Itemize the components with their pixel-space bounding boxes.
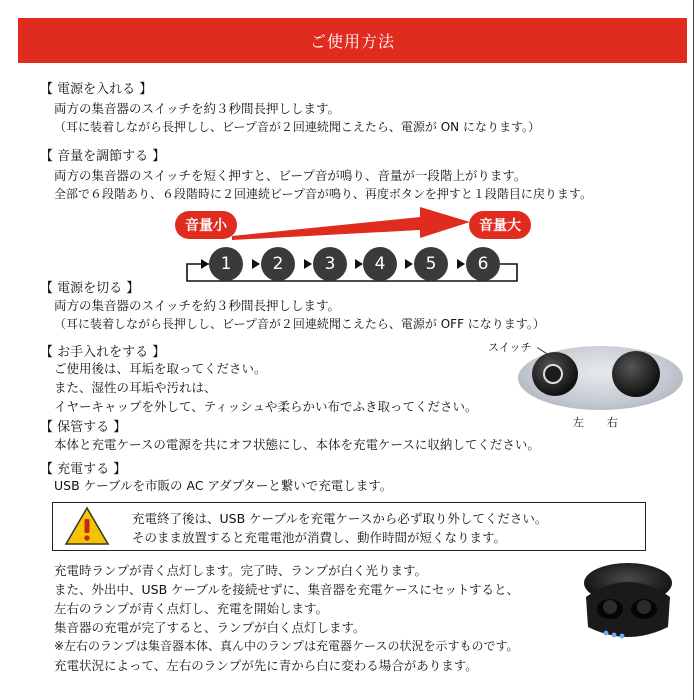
notes-line-2: また、外出中、USB ケーブルを接続せずに、集音器を充電ケースにセットすると、 [54,582,520,597]
arrow-right-icon [304,259,312,269]
charging-case-photo [580,557,676,647]
left-label: 左 [573,416,584,429]
volume-step-5-label: 5 [425,254,437,274]
volume-step-6-label: 6 [477,254,489,274]
storage-line-1: 本体と充電ケースの電源を共にオフ状態にし、本体を充電ケースに収納してください。 [54,437,540,452]
volume-high-badge [469,211,531,239]
volume-line-2: 全部で６段階あり、６段階時に２回連続ビープ音が鳴り、再度ボタンを押すと１段階目に戻ります。 [54,187,592,201]
switch-ring-icon [543,364,563,384]
power-on-line-1: 両方の集音器のスイッチを約３秒間長押しします。 [54,101,341,116]
power-on-line-2: （耳に装着しながら長押しし、ビープ音が２回連続聞こえたら、電源が ON になります。） [54,120,541,134]
right-earbud [612,351,660,397]
arrow-right-icon [355,259,363,269]
power-off-line-1: 両方の集音器のスイッチを約３秒間長押しします。 [54,298,341,313]
volume-step-4 [363,247,397,281]
volume-step-1 [209,247,243,281]
notes-line-6: 充電状況によって、左右のランプが先に青から白に変わる場合があります。 [54,658,478,673]
switch-label: スイッチ [488,341,532,354]
right-label: 右 [607,416,618,429]
section-title-volume: 【 音量を調節する 】 [40,149,166,164]
notes-line-3: 左右のランプが青く点灯し、充電を開始します。 [54,601,329,616]
section-title-power-off: 【 電源を切る 】 [40,281,140,296]
care-line-2: また、湿性の耳垢や汚れは、 [54,380,217,395]
volume-high-label: 音量大 [479,218,521,234]
arrow-right-icon [457,259,465,269]
warning-line-2: そのまま放置すると充電電池が消費し、動作時間が短くなります。 [132,530,507,545]
volume-step-2-label: 2 [272,254,284,274]
notes-line-1: 充電時ランプが青く点灯します。完了時、ランプが白く光ります。 [54,563,428,578]
volume-step-2 [261,247,295,281]
warning-icon [64,506,110,546]
section-title-care: 【 お手入れをする 】 [40,345,166,360]
volume-step-6 [466,247,500,281]
section-title-charge: 【 充電する 】 [40,462,127,477]
notes-line-5: ※左右のランプは集音器本体、真ん中のランプは充電器ケースの状況を示すものです。 [54,639,519,653]
care-line-3: イヤーキャップを外して、ティッシュや柔らかい布でふき取ってください。 [54,399,478,414]
arrow-right-icon [405,259,413,269]
volume-step-1-label: 1 [220,254,232,274]
arrow-right-icon [252,259,260,269]
section-title-storage: 【 保管する 】 [40,420,127,435]
charge-line-1: USB ケーブルを市販の AC アダプターと繋いで充電します。 [54,478,393,493]
volume-low-badge [175,211,237,239]
care-line-1: ご使用後は、耳垢を取ってください。 [54,361,267,376]
volume-step-4-label: 4 [374,254,386,274]
volume-up-arrow [232,207,470,240]
volume-step-5 [414,247,448,281]
volume-low-label: 音量小 [185,218,227,234]
section-title-power-on: 【 電源を入れる 】 [40,82,153,97]
power-off-line-2: （耳に装着しながら長押しし、ビープ音が２回連続聞こえたら、電源が OFF になります。） [54,317,545,331]
notes-line-4: 集音器の充電が完了すると、ランプが白く点灯します。 [54,620,366,635]
volume-step-3-label: 3 [324,254,336,274]
volume-step-3 [313,247,347,281]
warning-line-1: 充電終了後は、USB ケーブルを充電ケースから必ず取り外してください。 [132,511,548,526]
volume-line-1: 両方の集音器のスイッチを短く押すと、ビープ音が鳴り、音量が一段階上がります。 [54,168,527,183]
arrow-right-icon [201,259,209,269]
page-title: ご使用方法 [309,32,395,51]
